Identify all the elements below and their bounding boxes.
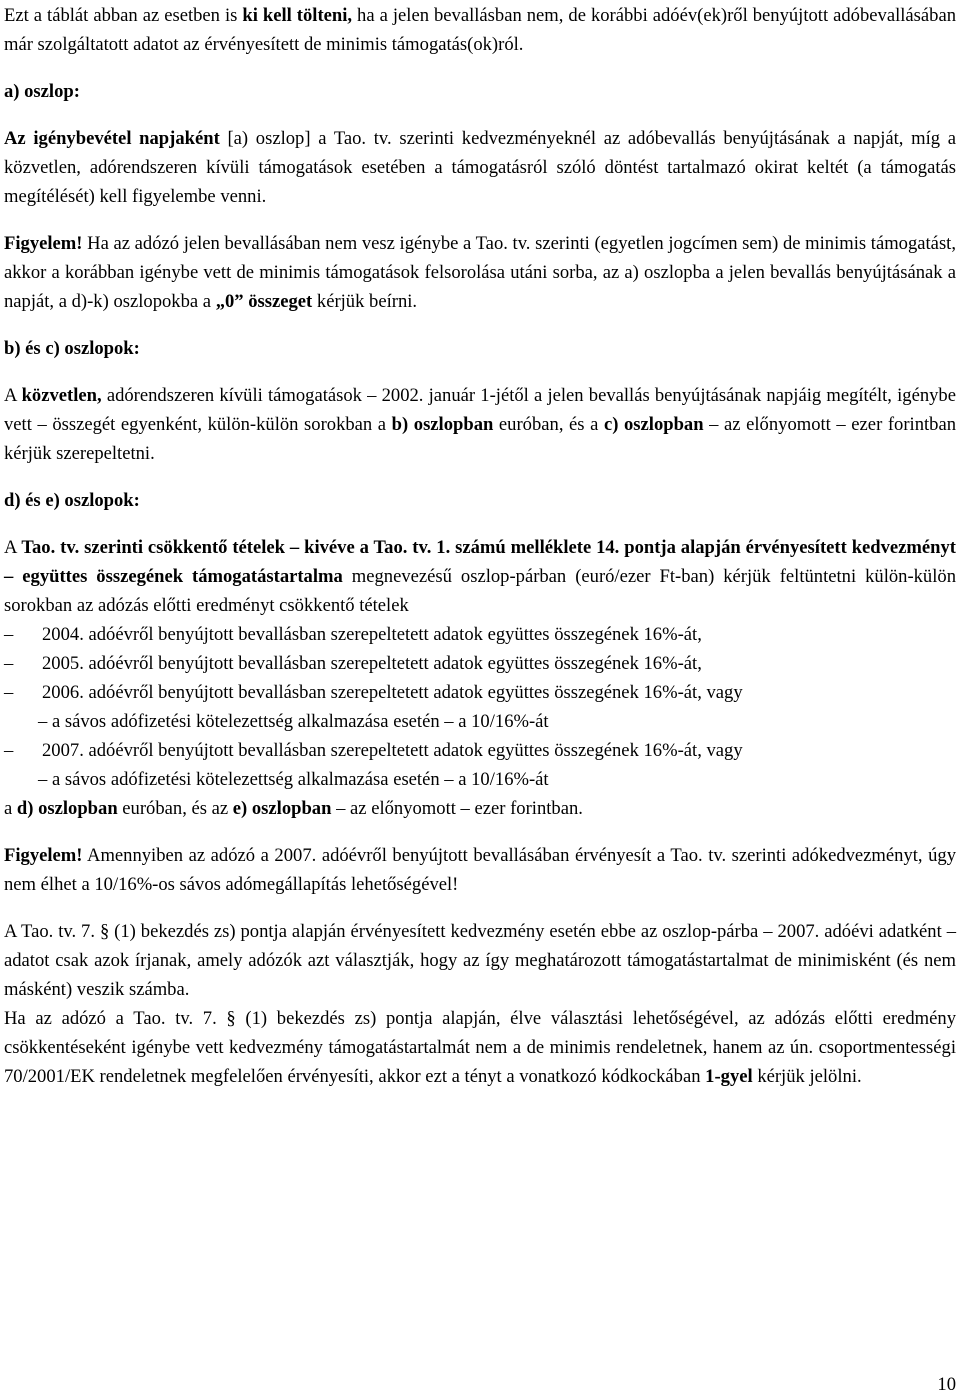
de-closing-c: – az előnyomott – ezer forintban. (331, 798, 583, 819)
bc-emphasis-kozvetlen: közvetlen, (21, 385, 102, 406)
intro-text: Ezt a táblát abban az esetben is (4, 5, 243, 26)
bc-emphasis-c-column: c) oszlopban (603, 414, 704, 435)
para8-emphasis: 1-gyel (705, 1066, 753, 1087)
list-dash: – (4, 624, 14, 645)
de-text-a: A (4, 537, 22, 558)
list-item (4, 678, 956, 707)
list-dash: – (4, 740, 14, 761)
figyelem-text-1-end: kérjük beírni. (312, 291, 418, 312)
section-a-text: [a) oszlop] a Tao. tv. szerinti kedvezményeknél az adóbevallás benyújtásának a napját, míg a közvetlen, adórendszeren kívüli támogatások esetében a támogatásról szóló döntést tartalmazó okirat keltét (a támogatás megítélését) kell figyelembe venni. (4, 128, 956, 207)
de-closing-a: a (4, 798, 17, 819)
list-item (4, 736, 956, 765)
de-closing-b: euróban, és az (117, 798, 233, 819)
list-dash: – (4, 653, 14, 674)
page-number: 10 (937, 1374, 956, 1395)
section-8-paragraph (4, 1004, 956, 1091)
list-item (4, 649, 956, 678)
figyelem-paragraph-2 (4, 841, 956, 899)
de-closing-paragraph (4, 794, 956, 823)
list-dash: – (4, 682, 14, 703)
list-item (4, 620, 956, 649)
para8-text: Ha az adózó a Tao. tv. 7. § (1) bekezdés zs) pontja alapján, élve választási lehetőségével, az adózás előtti eredmény csökkentéseként igénybe vett kedvezmény támogatástartalmát nem a de minimis rendeletnek, hanem az ún. csoportmentességi 70/2001/EK rendeletnek megfelelően érvényesíti, akkor ezt a tényt a vonatkozó kódkockában (4, 1008, 956, 1087)
bc-emphasis-b-column: b) oszlopban (391, 414, 494, 435)
zero-amount-emphasis: „0” összeget (215, 291, 313, 312)
list-item-subtext: – a sávos adófizetési kötelezettség alkalmazása esetén – a 10/16%-át (38, 711, 549, 732)
figyelem-text-2: Amennyiben az adózó a 2007. adóévről benyújtott bevallásában érvényesít a Tao. tv. szerinti adókedvezményt, úgy nem élhet a 10/16%-os sávos adómegállapítás lehetőségével! (4, 845, 956, 895)
bc-text-b: adórendszeren kívüli támogatások – 2002. január 1-jétől a jelen bevallás benyújtásának napjáig megítélt, igénybe vett – összegét egyenként, külön-külön sorokban a (4, 385, 956, 435)
intro-emphasis: ki kell tölteni, (242, 5, 353, 26)
figyelem-label-1: Figyelem! (4, 233, 83, 254)
list-item-text: 2005. adóévről benyújtott bevallásban szerepeltetett adatok együttes összegének 16%-át, (42, 653, 702, 674)
section-de-paragraph (4, 533, 956, 620)
figyelem-label-2: Figyelem! (4, 845, 83, 866)
de-closing-d-column: d) oszlopban (16, 798, 118, 819)
section-a-emphasis: Az igénybevétel napjaként (4, 128, 220, 149)
bc-text-c: euróban, és a (493, 414, 604, 435)
section-bc-heading: b) és c) oszlopok: (4, 338, 140, 359)
intro-text-end: ha a jelen bevallásban nem, de korábbi adóév(ek)ről benyújtott adóbevallásában már szolgáltatott adatot az érvényesített de minimis támogatás(ok)ról. (4, 5, 956, 55)
list-item-subtext: – a sávos adófizetési kötelezettség alkalmazása esetén – a 10/16%-át (38, 769, 549, 790)
section-a-heading: a) oszlop: (4, 81, 80, 102)
figyelem-text-1: Ha az adózó jelen bevallásában nem vesz igénybe a Tao. tv. szerinti (egyetlen jogcímen sem) de minimis támogatást, akkor a korábban igénybe vett de minimis támogatások felsorolása utáni sorba, az a) oszlopba a jelen bevallás benyújtásának a napját, a d)-k) oszlopokba a (4, 233, 956, 312)
figyelem-paragraph-1 (4, 229, 956, 316)
list-item-text: 2007. adóévről benyújtott bevallásban szerepeltetett adatok együttes összegének 16%-át, vagy (42, 740, 743, 761)
section-7-paragraph: A Tao. tv. 7. § (1) bekezdés zs) pontja alapján érvényesített kedvezmény esetén ebbe az oszlop-párba – 2007. adóévi adatként – adatot csak azok írjanak, amely adózók azt választják, hogy az így meghatározott támogatástartalmat de minimisként (és nem másként) veszik számba. (4, 921, 956, 1000)
bc-text-a: A (4, 385, 22, 406)
list-item-text: 2006. adóévről benyújtott bevallásban szerepeltetett adatok együttes összegének 16%-át, vagy (42, 682, 743, 703)
bc-text-d: – az előnyomott – ezer forintban kérjük szerepeltetni. (4, 414, 956, 464)
section-bc-paragraph (4, 381, 956, 468)
section-de-heading: d) és e) oszlopok: (4, 490, 140, 511)
deduction-list (4, 620, 956, 794)
section-a-paragraph (4, 124, 956, 211)
de-emphasis: Tao. tv. szerinti csökkentő tételek – kivéve a Tao. tv. 1. számú melléklete 14. pontja alapján érvényesített kedvezményt – együttes összegének támogatástartalma (4, 537, 956, 587)
document-page (4, 0, 956, 1091)
intro-paragraph (4, 1, 956, 59)
de-text-b: megnevezésű oszlop-párban (euró/ezer Ft-ban) kérjük feltüntetni külön-külön sorokban az adózás előtti eredményt csökkentő tételek (4, 566, 956, 616)
para8-text-end: kérjük jelölni. (752, 1066, 862, 1087)
de-closing-e-column: e) oszlopban (232, 798, 332, 819)
list-item-text: 2004. adóévről benyújtott bevallásban szerepeltetett adatok együttes összegének 16%-át, (42, 624, 702, 645)
